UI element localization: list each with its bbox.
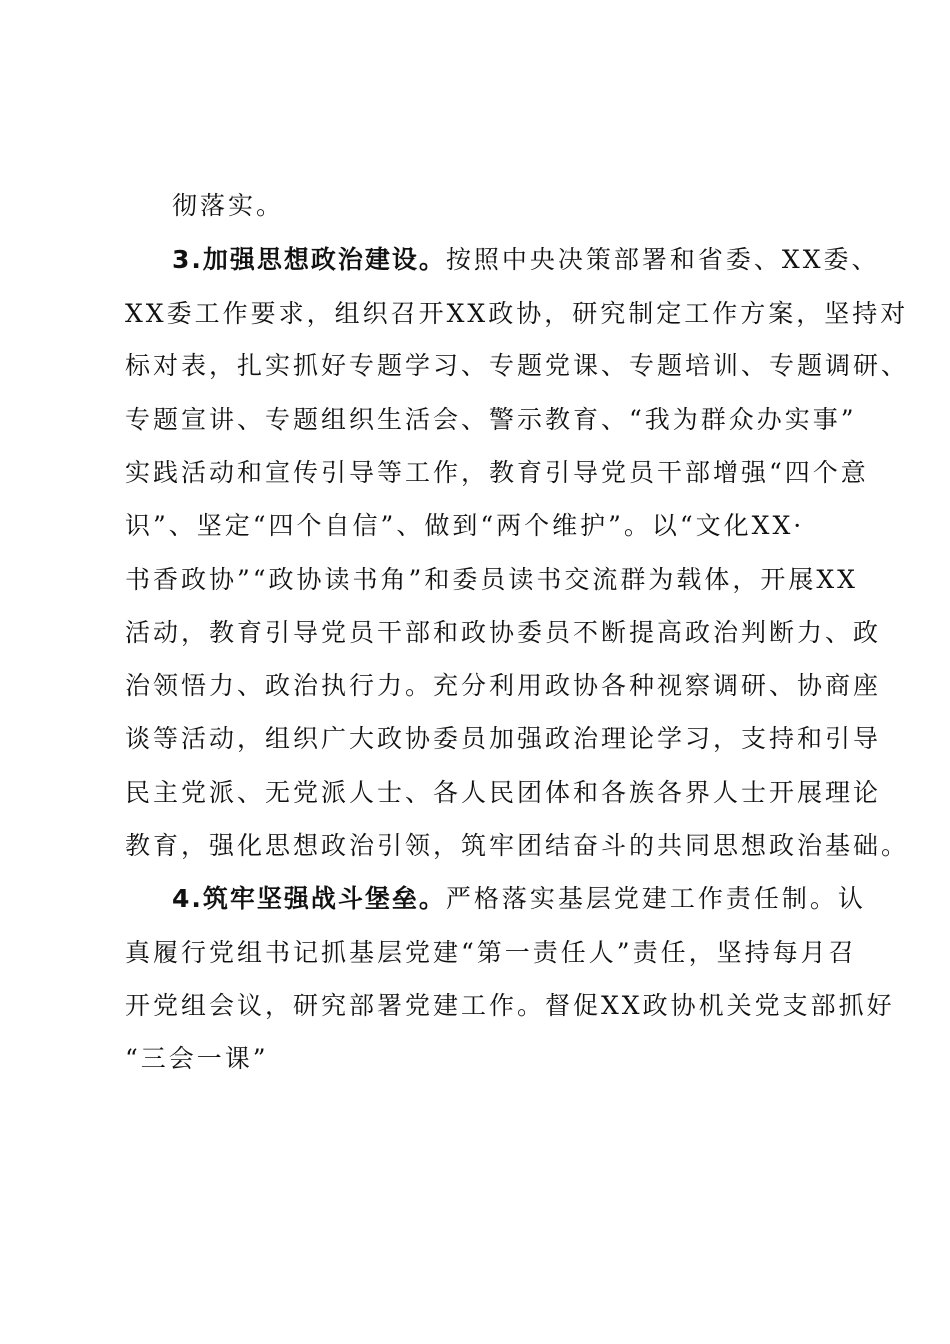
text-span: 严格落实基层党建工作责任制。认 xyxy=(445,884,866,913)
text-line-10 xyxy=(125,668,881,704)
text-line-7 xyxy=(125,508,804,544)
text-span: 谈等活动，组织广大政协委员加强政治理论学习，支持和引导 xyxy=(125,724,882,753)
section-3-first-line xyxy=(172,242,880,278)
text-span: 民主党派、无党派人士、各人民团体和各族各界人士开展理论 xyxy=(125,778,882,807)
text-line-12 xyxy=(125,775,881,811)
text-span: XX委工作要求，组织召开XX政协，研究制定工作方案，坚持对 xyxy=(125,299,909,328)
text-span: “三会一课” xyxy=(125,1044,269,1073)
text-line-9 xyxy=(125,615,881,651)
text-line-5 xyxy=(125,402,857,438)
text-span: 开党组会议，研究部署党建工作。督促XX政协机关党支部抓好 xyxy=(125,991,895,1020)
text-line-6 xyxy=(125,455,869,491)
text-span: 彻落实。 xyxy=(172,191,285,220)
section-4-heading: 4.筑牢坚强战斗堡垒。 xyxy=(172,884,446,913)
text-span: 真履行党组书记抓基层党建“第一责任人”责任，坚持每月召 xyxy=(125,938,857,967)
text-line-4 xyxy=(125,348,909,384)
text-span: 识”、坚定“四个自信”、做到“两个维护”。以“文化XX· xyxy=(125,511,805,540)
text-span: 专题宣讲、专题组织生活会、警示教育、“我为群众办实事” xyxy=(125,405,857,434)
section-3-heading: 3.加强思想政治建设。 xyxy=(172,245,446,274)
text-line-8 xyxy=(125,562,858,598)
text-span: 标对表，扎实抓好专题学习、专题党课、专题培训、专题调研、 xyxy=(125,351,910,380)
section-4-first-line xyxy=(172,881,866,917)
text-line-15 xyxy=(125,935,857,971)
text-span: 活动，教育引导党员干部和政协委员不断提高政治判断力、政 xyxy=(125,618,882,647)
text-span: 实践活动和宣传引导等工作，教育引导党员干部增强“四个意 xyxy=(125,458,869,487)
text-line-17 xyxy=(125,1041,269,1077)
text-span: 教育，强化思想政治引领，筑牢团结奋斗的共同思想政治基础。 xyxy=(125,831,910,860)
text-line-1 xyxy=(172,188,284,224)
text-span: 书香政协”“政协读书角”和委员读书交流群为载体，开展XX xyxy=(125,565,858,594)
text-line-13 xyxy=(125,828,909,864)
text-line-11 xyxy=(125,721,881,757)
text-line-3 xyxy=(125,296,908,332)
text-span: 治领悟力、政治执行力。充分利用政协各种视察调研、协商座 xyxy=(125,671,882,700)
text-line-16 xyxy=(125,988,895,1024)
text-span: 按照中央决策部署和省委、XX委、 xyxy=(445,245,880,274)
